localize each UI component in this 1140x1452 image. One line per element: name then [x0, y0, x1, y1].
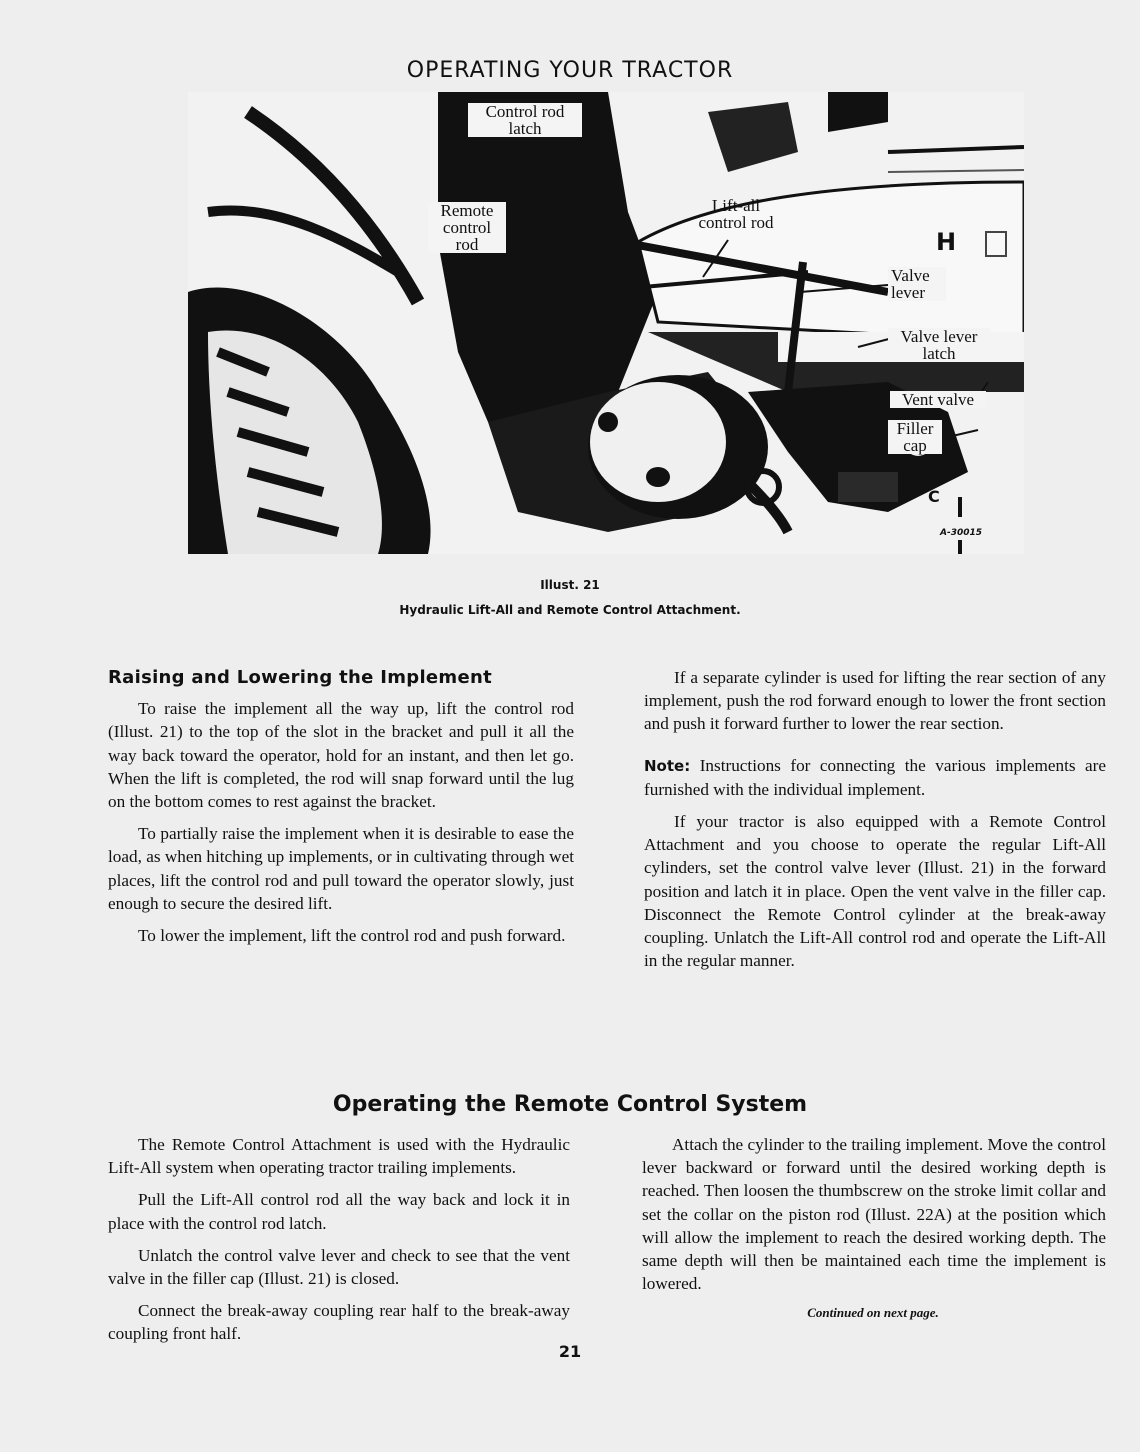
section1-left-column	[108, 666, 574, 956]
callout-vent-valve	[890, 391, 986, 408]
section1-paragraph-2: To partially raise the implement when it is desirable to ease the load, as when hitching up implements, or in cultivating through wet places, lift the control rod and pull toward the operator slowly, just enough to secure the desired lift.	[108, 824, 574, 913]
page-header: OPERATING YOUR TRACTOR	[406, 58, 734, 83]
section2-paragraph-5: Attach the cylinder to the trailing implement. Move the control lever backward or forward until the desired working depth is reached. Then loosen the thumbscrew on the stroke limit collar and set the collar on the piston rod (Illust. 22A) at the position which will allow the implement to reach the desired working depth. The same depth will then be maintained each time the implement is lowered.	[642, 1135, 1106, 1294]
callout-remote-control-rod	[428, 202, 506, 253]
callout-line: rod	[455, 235, 479, 254]
callout-line: Valve	[891, 266, 930, 285]
section1-paragraph-5: If your tractor is also equipped with a Remote Control Attachment and you choose to operate the regular Lift-All cylinders, set the control valve lever (Illust. 21) in the forward position and latch it in place. Open the vent valve in the filler cap. Disconnect the Remote Control cylinder at the break-away coupling. Unlatch the Lift-All control rod and operate the Lift-All in the regular manner.	[644, 812, 1106, 971]
section2-paragraph-1: The Remote Control Attachment is used with the Hydraulic Lift-All system when operating tractor trailing implements.	[108, 1135, 570, 1178]
section1-right-column	[644, 666, 1106, 981]
callout-control-rod-latch	[468, 103, 582, 137]
callout-line: control	[442, 218, 492, 237]
callout-line: Remote	[440, 201, 494, 220]
callout-line: Valve lever	[900, 327, 978, 346]
section2-paragraph-4: Connect the break-away coupling rear half to the break-away coupling front half.	[108, 1301, 570, 1344]
continued-note: Continued on next page.	[807, 1305, 939, 1320]
section2-paragraph-2: Pull the Lift-All control rod all the way back and lock it in place with the control rod latch.	[108, 1190, 570, 1233]
callout-line: control rod	[698, 213, 774, 232]
section1-paragraph-3: To lower the implement, lift the control rod and push forward.	[138, 926, 566, 946]
callout-line: cap	[903, 436, 927, 455]
photo-code: A-30015	[940, 528, 983, 538]
callout-line: lever	[891, 283, 925, 302]
section2-heading: Operating the Remote Control System	[332, 1092, 808, 1117]
callout-line: Control rod	[485, 102, 565, 121]
callout-line: Vent valve	[901, 390, 975, 409]
callout-filler-cap	[888, 420, 942, 454]
page-number: 21	[558, 1342, 582, 1361]
note-text: Instructions for connecting the various implements are furnished with the individual implement.	[644, 755, 1107, 799]
illustration-caption: Hydraulic Lift-All and Remote Control Attachment.	[399, 603, 741, 617]
section1-note	[644, 754, 1106, 801]
note-label: Note:	[644, 756, 691, 775]
callout-line: latch	[922, 344, 956, 363]
callout-lift-all-control-rod	[682, 197, 790, 231]
tractor-photo-drawing	[188, 92, 1024, 554]
callout-line: Filler	[896, 419, 934, 438]
section1-heading: Raising and Lowering the Implement	[108, 667, 493, 688]
callout-valve-lever-latch	[888, 328, 990, 362]
tractor-photo	[188, 92, 1024, 554]
section1-paragraph-1: To raise the implement all the way up, lift the control rod (Illust. 21) to the top of the slot in the bracket and pull it all the way back toward the operator, hold for an instant, and then let go. When the lift is completed, the rod will snap forward until the lug on the bottom comes to rest against the bracket.	[108, 699, 574, 812]
illustration-number: Illust. 21	[540, 578, 600, 592]
section2-paragraph-3: Unlatch the control valve lever and check to see that the vent valve in the filler cap (Illust. 21) is closed.	[108, 1245, 570, 1289]
callout-valve-lever	[888, 267, 946, 301]
callout-line: latch	[508, 119, 542, 138]
section2-right-column	[642, 1133, 1106, 1304]
svg-text:C: C	[928, 487, 940, 506]
callout-line: Lift-all	[711, 196, 761, 215]
hood-emblem: H	[935, 228, 957, 256]
section1-paragraph-4: If a separate cylinder is used for lifting the rear section of any implement, push the rod forward enough to lower the front section and push it forward further to lower the rear section.	[644, 668, 1106, 734]
section2-left-column	[108, 1133, 570, 1355]
